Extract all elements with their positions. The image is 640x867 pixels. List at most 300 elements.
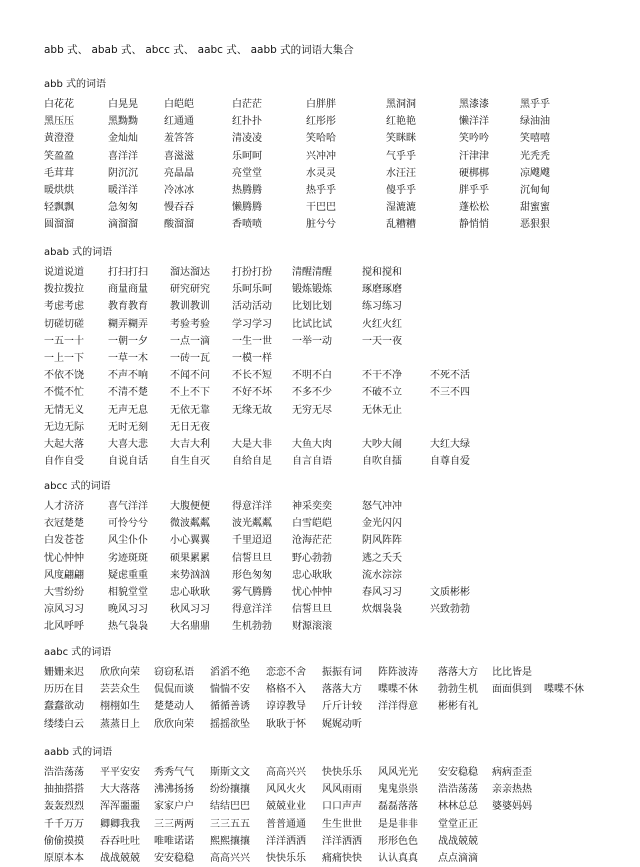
word-item: 琢磨琢磨 xyxy=(362,284,402,296)
word-item: 阵阵波涛 xyxy=(378,667,418,678)
word-item: 洋洋洒洒 xyxy=(266,835,306,847)
section-title: aabc 式的词语 xyxy=(44,647,112,658)
section-title: abcc 式的词语 xyxy=(44,481,111,492)
word-item: 笑吟吟 xyxy=(459,133,489,145)
word-item: 无休无止 xyxy=(362,404,402,416)
word-item: 傻乎乎 xyxy=(386,184,416,196)
word-item: 黄澄澄 xyxy=(44,133,74,145)
word-item: 白花花 xyxy=(44,99,74,110)
word-item: 来势汹汹 xyxy=(170,569,210,581)
word-item: 静悄悄 xyxy=(459,219,489,231)
word-item: 落落大方 xyxy=(322,684,362,696)
word-item: 白发苍苍 xyxy=(44,535,84,547)
word-item: 甜蜜蜜 xyxy=(520,202,550,214)
word-row xyxy=(44,850,478,867)
word-row xyxy=(44,681,584,698)
word-item: 炊烟袅袅 xyxy=(362,604,402,616)
word-item: 信誓旦旦 xyxy=(232,552,272,564)
word-row xyxy=(44,532,402,549)
word-item: 大喜大悲 xyxy=(108,438,148,450)
word-item: 点点滴滴 xyxy=(438,852,478,864)
word-item: 一模一样 xyxy=(232,352,272,364)
word-item: 纷纷攘攘 xyxy=(210,784,250,796)
word-item: 水汪汪 xyxy=(386,167,416,179)
word-item: 浩浩荡荡 xyxy=(44,767,84,778)
word-row xyxy=(44,264,402,281)
word-item: 战战兢兢 xyxy=(100,852,140,864)
word-row xyxy=(44,664,532,681)
word-item: 吞吞吐吐 xyxy=(100,835,140,847)
word-item: 蓬松松 xyxy=(459,202,489,214)
word-item: 高高兴兴 xyxy=(210,852,250,864)
word-item: 一天一夜 xyxy=(362,335,402,347)
word-item: 堂堂正正 xyxy=(438,818,478,830)
word-item: 流水淙淙 xyxy=(362,569,402,581)
word-item: 白晃晃 xyxy=(108,99,138,110)
word-item: 痛痛快快 xyxy=(322,852,362,864)
word-item: 一上一下 xyxy=(44,352,84,364)
word-item: 落落大方 xyxy=(438,667,478,678)
word-item: 一五一十 xyxy=(44,335,84,347)
word-item: 白茫茫 xyxy=(232,99,262,110)
word-item: 窃窃私语 xyxy=(154,667,194,678)
word-item: 疑虑重重 xyxy=(108,569,148,581)
word-item: 洋洋洒洒 xyxy=(322,835,362,847)
word-list xyxy=(44,498,470,636)
word-item: 清凌凌 xyxy=(232,133,262,145)
word-row xyxy=(44,367,470,384)
word-item: 喜洋洋 xyxy=(108,150,138,162)
word-item: 侃侃而谈 xyxy=(154,684,194,696)
word-item: 绿油油 xyxy=(520,116,550,128)
word-item: 不慌不忙 xyxy=(44,387,84,399)
word-item: 北风呼呼 xyxy=(44,621,84,633)
word-item: 滔滔不绝 xyxy=(210,667,250,678)
word-item: 慢吞吞 xyxy=(164,202,194,214)
word-row xyxy=(44,165,550,182)
word-item: 笑眯眯 xyxy=(386,133,416,145)
word-item: 胖乎乎 xyxy=(459,184,489,196)
word-item: 红通通 xyxy=(164,116,194,128)
word-row xyxy=(44,333,402,350)
word-item: 糊弄糊弄 xyxy=(108,318,148,330)
word-item: 懒洋洋 xyxy=(459,116,489,128)
word-item: 黑黝黝 xyxy=(108,116,138,128)
word-item: 惴惴不安 xyxy=(210,684,250,696)
word-item: 信誓旦旦 xyxy=(292,604,332,616)
word-item: 喋喋不休 xyxy=(378,684,418,696)
word-item: 欣欣向荣 xyxy=(154,718,194,730)
word-item: 风风光光 xyxy=(378,767,418,778)
word-item: 热气袅袅 xyxy=(108,621,148,633)
word-item: 打扮打扮 xyxy=(232,267,272,278)
word-item: 千千万万 xyxy=(44,818,84,830)
word-list xyxy=(44,264,470,470)
word-item: 高高兴兴 xyxy=(266,767,306,778)
word-item: 自说自话 xyxy=(108,456,148,468)
word-item: 婆婆妈妈 xyxy=(492,801,532,813)
word-item: 水灵灵 xyxy=(306,167,336,179)
word-item: 认认真真 xyxy=(378,852,418,864)
word-item: 姗姗来迟 xyxy=(44,667,84,678)
word-item: 缕缕白云 xyxy=(44,718,84,730)
word-item: 无声无息 xyxy=(108,404,148,416)
word-item: 硕果累累 xyxy=(170,552,210,564)
word-item: 千里迢迢 xyxy=(232,535,272,547)
word-item: 说道说道 xyxy=(44,267,84,278)
word-item: 比划比划 xyxy=(292,301,332,313)
word-item: 衣冠楚楚 xyxy=(44,518,84,530)
word-item: 不上不下 xyxy=(170,387,210,399)
word-item: 喜滋滋 xyxy=(164,150,194,162)
word-item: 病病歪歪 xyxy=(492,767,532,778)
word-item: 微波粼粼 xyxy=(170,518,210,530)
word-row xyxy=(44,798,532,815)
word-item: 波光粼粼 xyxy=(232,518,272,530)
word-item: 不声不响 xyxy=(108,370,148,382)
word-item: 拨拉拨拉 xyxy=(44,284,84,296)
word-item: 凉飕飕 xyxy=(520,167,550,179)
word-item: 熙熙攘攘 xyxy=(210,835,250,847)
word-item: 自尊自爱 xyxy=(430,456,470,468)
word-item: 结结巴巴 xyxy=(210,801,250,813)
word-item: 沧海茫茫 xyxy=(292,535,332,547)
word-item: 可怜兮兮 xyxy=(108,518,148,530)
word-item: 文质彬彬 xyxy=(430,586,470,598)
word-item: 原原本本 xyxy=(44,852,84,864)
section-aabc xyxy=(44,646,584,733)
word-item: 大是大非 xyxy=(232,438,272,450)
word-item: 风尘仆仆 xyxy=(108,535,148,547)
word-item: 忠心耿耿 xyxy=(292,569,332,581)
word-row xyxy=(44,515,402,532)
word-item: 循循善诱 xyxy=(210,701,250,713)
word-item: 是是非非 xyxy=(378,818,418,830)
word-item: 气乎乎 xyxy=(386,150,416,162)
word-row xyxy=(44,698,478,715)
word-item: 磊磊落落 xyxy=(378,801,418,813)
word-row xyxy=(44,584,470,601)
word-item: 不长不短 xyxy=(232,370,272,382)
word-item: 不闻不问 xyxy=(170,370,210,382)
word-item: 溜达溜达 xyxy=(170,267,210,278)
word-row xyxy=(44,550,402,567)
word-item: 自给自足 xyxy=(232,456,272,468)
section-title: abab 式的词语 xyxy=(44,247,113,258)
word-row xyxy=(44,199,550,216)
word-item: 喋喋不休 xyxy=(544,684,584,696)
word-item: 无缘无故 xyxy=(232,404,272,416)
word-item: 黑洞洞 xyxy=(386,99,416,110)
word-item: 比试比试 xyxy=(292,318,332,330)
word-item: 口口声声 xyxy=(322,801,362,813)
word-item: 喜气洋洋 xyxy=(108,501,148,512)
word-row xyxy=(44,113,550,130)
word-item: 不清不楚 xyxy=(108,387,148,399)
word-item: 安安稳稳 xyxy=(154,852,194,864)
word-item: 蠢蠢欲动 xyxy=(44,701,84,713)
word-item: 沉甸甸 xyxy=(520,184,550,196)
word-item: 无时无刻 xyxy=(108,421,148,433)
word-item: 大鱼大肉 xyxy=(292,438,332,450)
word-item: 大吵大闹 xyxy=(362,438,402,450)
word-item: 神采奕奕 xyxy=(292,501,332,512)
word-item: 历历在目 xyxy=(44,684,84,696)
word-row xyxy=(44,281,402,298)
section-abb xyxy=(44,78,550,234)
word-item: 相貌堂堂 xyxy=(108,586,148,598)
word-item: 格格不入 xyxy=(266,684,306,696)
word-item: 无日无夜 xyxy=(170,421,210,433)
word-item: 无情无义 xyxy=(44,404,84,416)
word-item: 大雪纷纷 xyxy=(44,586,84,598)
word-item: 风风雨雨 xyxy=(322,784,362,796)
word-row xyxy=(44,601,470,618)
word-row xyxy=(44,216,550,233)
section-abcc xyxy=(44,480,470,636)
word-item: 湿漉漉 xyxy=(386,202,416,214)
word-item: 抽抽搭搭 xyxy=(44,784,84,796)
word-item: 不破不立 xyxy=(362,387,402,399)
word-row xyxy=(44,148,550,165)
word-row xyxy=(44,436,470,453)
word-item: 自作自受 xyxy=(44,456,84,468)
word-item: 勃勃生机 xyxy=(438,684,478,696)
word-item: 亮晶晶 xyxy=(164,167,194,179)
word-item: 得意洋洋 xyxy=(232,604,272,616)
word-item: 楚楚动人 xyxy=(154,701,194,713)
word-item: 栩栩如生 xyxy=(100,701,140,713)
word-item: 凉风习习 xyxy=(44,604,84,616)
word-item: 忧心忡忡 xyxy=(292,586,332,598)
word-row xyxy=(44,567,402,584)
word-item: 无依无靠 xyxy=(170,404,210,416)
word-item: 形形色色 xyxy=(378,835,418,847)
word-item: 兴致勃勃 xyxy=(430,604,470,616)
word-row xyxy=(44,182,550,199)
word-item: 自言自语 xyxy=(292,456,332,468)
word-item: 活动活动 xyxy=(232,301,272,313)
word-item: 生生世世 xyxy=(322,818,362,830)
word-item: 练习练习 xyxy=(362,301,402,313)
word-row xyxy=(44,618,332,635)
word-item: 阴风阵阵 xyxy=(362,535,402,547)
word-item: 蒸蒸日上 xyxy=(100,718,140,730)
word-row xyxy=(44,716,362,733)
word-row xyxy=(44,350,272,367)
word-item: 考验考验 xyxy=(170,318,210,330)
word-item: 商量商量 xyxy=(108,284,148,296)
word-item: 三三五五 xyxy=(210,818,250,830)
word-item: 黑压压 xyxy=(44,116,74,128)
word-item: 乐呵呵 xyxy=(232,150,262,162)
word-row xyxy=(44,316,402,333)
word-item: 不干不净 xyxy=(362,370,402,382)
word-item: 彬彬有礼 xyxy=(438,701,478,713)
word-item: 芸芸众生 xyxy=(100,684,140,696)
word-row xyxy=(44,130,550,147)
word-item: 无穷无尽 xyxy=(292,404,332,416)
word-item: 快快乐乐 xyxy=(266,852,306,864)
word-row xyxy=(44,764,532,781)
word-item: 唯唯诺诺 xyxy=(154,835,194,847)
word-item: 一点一滴 xyxy=(170,335,210,347)
word-item: 白皑皑 xyxy=(164,99,194,110)
word-item: 安安稳稳 xyxy=(438,767,478,778)
word-item: 摇摇欲坠 xyxy=(210,718,250,730)
word-item: 金光闪闪 xyxy=(362,518,402,530)
word-item: 洋洋得意 xyxy=(378,701,418,713)
word-item: 恶狠狠 xyxy=(520,219,550,231)
word-item: 无边无际 xyxy=(44,421,84,433)
word-item: 大起大落 xyxy=(44,438,84,450)
word-row xyxy=(44,419,210,436)
word-item: 一草一木 xyxy=(108,352,148,364)
word-item: 不明不白 xyxy=(292,370,332,382)
word-item: 酸溜溜 xyxy=(164,219,194,231)
word-item: 香喷喷 xyxy=(232,219,262,231)
word-item: 乱糟糟 xyxy=(386,219,416,231)
word-item: 不好不坏 xyxy=(232,387,272,399)
word-item: 圆溜溜 xyxy=(44,219,74,231)
word-item: 红扑扑 xyxy=(232,116,262,128)
word-list xyxy=(44,764,532,867)
word-item: 不多不少 xyxy=(292,387,332,399)
word-item: 兢兢业业 xyxy=(266,801,306,813)
word-item: 阴沉沉 xyxy=(108,167,138,179)
word-item: 笑盈盈 xyxy=(44,150,74,162)
word-item: 不死不活 xyxy=(430,370,470,382)
word-item: 轰轰烈烈 xyxy=(44,801,84,813)
word-item: 红艳艳 xyxy=(386,116,416,128)
word-item: 三三两两 xyxy=(154,818,194,830)
word-item: 自生自灭 xyxy=(170,456,210,468)
word-item: 劣迹斑斑 xyxy=(108,552,148,564)
word-item: 林林总总 xyxy=(438,801,478,813)
word-item: 耿耿于怀 xyxy=(266,718,306,730)
word-item: 面面俱到 xyxy=(492,684,532,696)
word-item: 战战兢兢 xyxy=(438,835,478,847)
word-item: 火红火红 xyxy=(362,318,402,330)
word-row xyxy=(44,384,470,401)
word-item: 脏兮兮 xyxy=(306,219,336,231)
word-item: 亮堂堂 xyxy=(232,167,262,179)
word-item: 热腾腾 xyxy=(232,184,262,196)
word-item: 搅和搅和 xyxy=(362,267,402,278)
word-item: 锻炼锻炼 xyxy=(292,284,332,296)
word-item: 偷偷摸摸 xyxy=(44,835,84,847)
word-item: 一举一动 xyxy=(292,335,332,347)
word-item: 秀秀气气 xyxy=(154,767,194,778)
word-item: 乐呵乐呵 xyxy=(232,284,272,296)
word-row xyxy=(44,453,470,470)
word-item: 懒腾腾 xyxy=(232,202,262,214)
word-item: 一朝一夕 xyxy=(108,335,148,347)
word-item: 秋风习习 xyxy=(170,604,210,616)
word-item: 大吉大利 xyxy=(170,438,210,450)
word-item: 汗津津 xyxy=(459,150,489,162)
word-row xyxy=(44,816,478,833)
word-item: 忧心忡忡 xyxy=(44,552,84,564)
word-item: 冷冰冰 xyxy=(164,184,194,196)
word-item: 打扫打扫 xyxy=(108,267,148,278)
word-item: 斤斤计较 xyxy=(322,701,362,713)
word-item: 自吹自擂 xyxy=(362,456,402,468)
word-item: 教训教训 xyxy=(170,301,210,313)
word-item: 怒气冲冲 xyxy=(362,501,402,512)
word-item: 考虑考虑 xyxy=(44,301,84,313)
word-item: 浑浑噩噩 xyxy=(100,801,140,813)
word-row xyxy=(44,402,402,419)
word-item: 欣欣向荣 xyxy=(100,667,140,678)
word-row xyxy=(44,96,550,113)
word-item: 学习学习 xyxy=(232,318,272,330)
word-item: 黑乎乎 xyxy=(520,99,550,110)
word-item: 平平安安 xyxy=(100,767,140,778)
word-item: 笑嘻嘻 xyxy=(520,133,550,145)
word-item: 清醒清醒 xyxy=(292,267,332,278)
word-item: 卿卿我我 xyxy=(100,818,140,830)
word-item: 沸沸扬扬 xyxy=(154,784,194,796)
word-row xyxy=(44,498,402,515)
word-item: 急匆匆 xyxy=(108,202,138,214)
document-title: abb 式、 abab 式、 abcc 式、 aabc 式、 aabb 式的词语大集合 xyxy=(44,44,354,56)
word-item: 风风火火 xyxy=(266,784,306,796)
word-item: 风度翩翩 xyxy=(44,569,84,581)
word-item: 斯斯文文 xyxy=(210,767,250,778)
word-item: 人才济济 xyxy=(44,501,84,512)
word-item: 金灿灿 xyxy=(108,133,138,145)
word-item: 亲亲热热 xyxy=(492,784,532,796)
word-item: 一砖一瓦 xyxy=(170,352,210,364)
word-item: 比比皆是 xyxy=(492,667,532,678)
word-item: 兴冲冲 xyxy=(306,150,336,162)
word-item: 大红大绿 xyxy=(430,438,470,450)
word-item: 不依不饶 xyxy=(44,370,84,382)
word-item: 谆谆教导 xyxy=(266,701,306,713)
word-item: 逃之夭夭 xyxy=(362,552,402,564)
word-item: 忠心耿耿 xyxy=(170,586,210,598)
word-item: 研究研究 xyxy=(170,284,210,296)
word-item: 干巴巴 xyxy=(306,202,336,214)
word-item: 快快乐乐 xyxy=(322,767,362,778)
word-item: 笑哈哈 xyxy=(306,133,336,145)
word-item: 大腹便便 xyxy=(170,501,210,512)
word-item: 生机勃勃 xyxy=(232,621,272,633)
word-row xyxy=(44,781,532,798)
word-item: 雾气腾腾 xyxy=(232,586,272,598)
word-item: 不三不四 xyxy=(430,387,470,399)
word-list xyxy=(44,96,550,234)
word-item: 娓娓动听 xyxy=(322,718,362,730)
word-item: 红彤彤 xyxy=(306,116,336,128)
word-item: 光秃秃 xyxy=(520,150,550,162)
word-item: 教育教育 xyxy=(108,301,148,313)
word-item: 热乎乎 xyxy=(306,184,336,196)
word-item: 野心勃勃 xyxy=(292,552,332,564)
section-abab xyxy=(44,246,470,470)
word-item: 滴溜溜 xyxy=(108,219,138,231)
word-item: 振振有词 xyxy=(322,667,362,678)
word-item: 切磋切磋 xyxy=(44,318,84,330)
word-item: 家家户户 xyxy=(154,801,194,813)
word-list xyxy=(44,664,584,733)
word-item: 轻飘飘 xyxy=(44,202,74,214)
word-item: 暖洋洋 xyxy=(108,184,138,196)
word-item: 白雪皑皑 xyxy=(292,518,332,530)
word-row xyxy=(44,298,402,315)
word-item: 毛茸茸 xyxy=(44,167,74,179)
